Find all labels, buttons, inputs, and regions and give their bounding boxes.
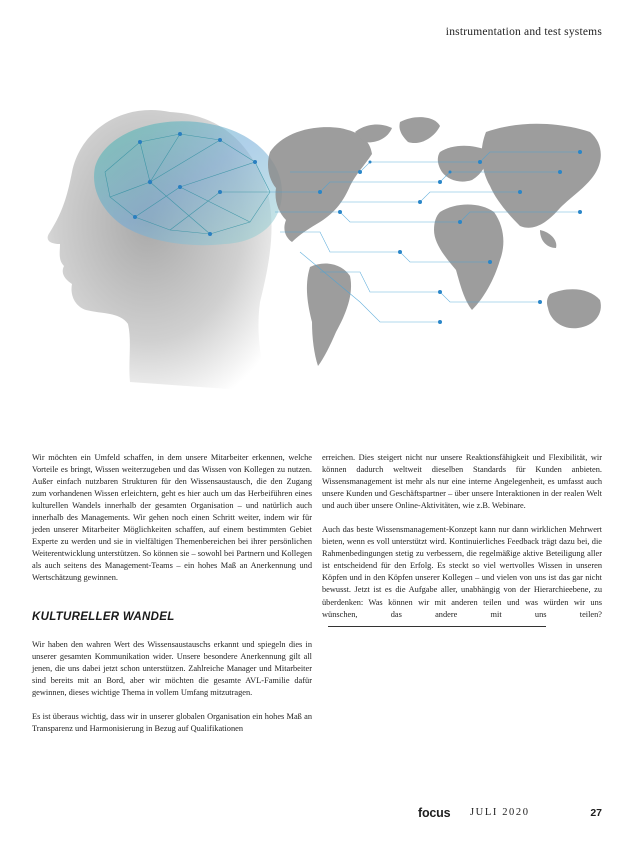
- right-column: [322, 452, 602, 645]
- hero-illustration: [20, 62, 614, 422]
- page-number: 27: [590, 807, 602, 819]
- body-paragraph: Es ist überaus wichtig, dass wir in unserer globalen Organisation ein hohes Maß an Transparenz und Harmonisierung in Bezug auf Qualifikationen: [32, 711, 312, 733]
- page-footer: [0, 806, 634, 826]
- body-paragraph: Wir möchten ein Umfeld schaffen, in dem unsere Mitarbeiter erkennen, welche Vorteile es bringt, Wissen weiterzugeben und das Wissen von Kollegen zu nutzen. Außer einfach nutzbaren Strukturen für den Wissensaustausch, die den Zugang zum vorhandenen Wissen erleichtern, geht es hier auch um das Herbeiführen eines kulturellen Wandels innerhalb der gesamten Organisation – und natürlich auch innerhalb des Managements. Wir gehen noch einen Schritt weiter, indem wir für jeden unserer Mitarbeiter Möglichkeiten schaffen, auf einem bestimmten Gebiet Experte zu werden und sie in vielfältigen Themenbereichen bei ihrer persönlichen Weiterentwicklung unterstützen. So können sie – sowohl bei Partnern und Kollegen als auch seitens des Management-Teams – ein hohes Maß an Anerkennung und Wertschätzung gewinnen.: [32, 453, 312, 583]
- section-label: instrumentation and test systems: [445, 26, 602, 38]
- section-heading: KULTURELLER WANDEL: [32, 610, 175, 623]
- body-paragraph: erreichen. Dies steigert nicht nur unsere Reaktionsfähigkeit und Flexibilität, wir können dadurch weltweit dieselben Standards für Kunden anbieten. Wissensmanagement ist mehr als nur eine interne Angelegenheit, es umfasst auch unsere Kunden und Geschäftspartner – über unsere Interaktionen in der realen Welt und auch über unsere Online-Aktivitäten, wie z.B. Webinare.: [322, 453, 602, 511]
- body-paragraph-text: Auch das beste Wissensmanagement-Konzept kann nur dann wirklichen Mehrwert bieten, wenn es voll unterstützt wird. Kontinuierliches Feedback trägt dazu bei, die Rahmenbedingungen stetig zu verbessern, die regelmäßige aktive Beteiligung aller ist entscheidend für den Erfolg. Es steckt so viel wertvolles Wissen in unseren Köpfen und in den Köpfen unserer Kollegen – und vielen von uns ist das gar nicht bewusst. Jetzt ist es die Aufgabe aller, unabhängig von der Hierarchieebene, zu überdenken: Was können wir mit anderen teilen und was würden wir uns wünschen, das andere mit uns teilen?: [322, 525, 602, 619]
- body-paragraph-final: [322, 524, 602, 632]
- world-map: [268, 117, 601, 366]
- body-paragraph: Wir haben den wahren Wert des Wissensaustauschs erkannt und spiegeln dies in unserer gesamten Kommunikation wider. Unsere besondere Anerkennung gilt all jenen, die uns dabei jetzt schon unterstützen. Zahlreiche Manager und Mitarbeiter sind bereits mit an Bord, aber wir möchten die gesamte AVL-Familie dafür gewinnen, dieses wichtige Thema in vollem Umfang mitzutragen.: [32, 639, 312, 697]
- left-column: [32, 452, 312, 747]
- issue-date: JULI 2020: [470, 807, 530, 818]
- brand-logo: focus: [418, 806, 451, 820]
- end-rule-divider: [328, 626, 546, 627]
